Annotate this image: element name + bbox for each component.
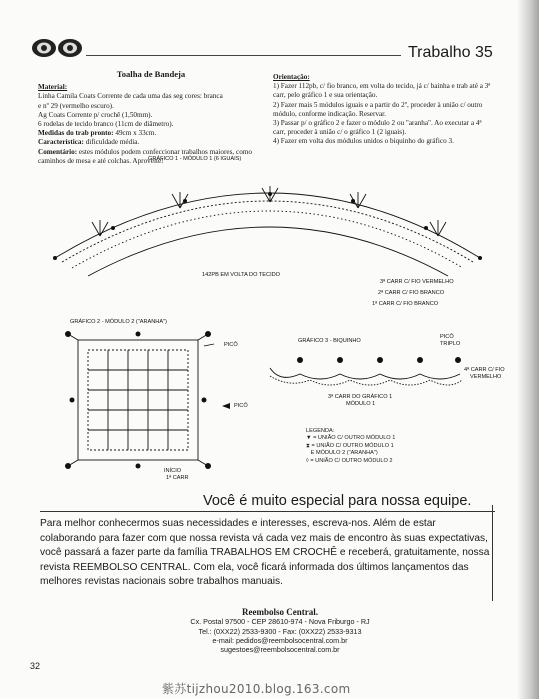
grafico3-vermelho-label: VERMELHO — [470, 374, 502, 380]
grafico1-row2-label: 2ª CARR C/ FIO BRANCO — [378, 290, 445, 296]
hollow-marker-icon: ◊ — [306, 457, 309, 464]
promo-body: Para melhor conhecermos suas necessidades e interesses, escreva-nos. Além de estar colaborando para fazer com que nossa revista vá cada vez mais de encontro às suas expectativas, você passará a fazer parte da família TRABALHOS EM CROCHÊ e receberá, gratuitamente, nossa revista REEMBOLSO CENTRAL. Com ela, você ficará informada dos últimos lançamentos das melhores revistas nacionais sobre trabalhos manuais. — [40, 518, 490, 587]
grafico2-pico-label: PICÔ — [234, 403, 248, 409]
grafico2-pico-label: PICÔ — [224, 342, 238, 348]
legend-item: ▼ = UNIÃO C/ OUTRO MÓDULO 1 — [306, 435, 396, 442]
crochet-chart-drawing — [0, 148, 539, 478]
legend-item: ⧗ = UNIÃO C/ OUTRO MÓDULO 1 — [306, 442, 394, 449]
address-line: Cx. Postal 97500 - CEP 28610-974 - Nova Friburgo - RJ — [190, 617, 370, 627]
legend-item: E MÓDULO 2 ("ARANHA") — [310, 450, 378, 457]
grafico1-center-label: 142PB EM VOLTA DO TECIDO — [202, 272, 281, 278]
material-line: Linha Camila Coats Corrente de cada uma das seg cores: branca — [38, 92, 223, 101]
crochet-diagrams — [0, 148, 539, 478]
page-title: Trabalho 35 — [408, 44, 493, 61]
phone-line: Tel.: (0XX22) 2533-9300 - Fax: (0XX22) 2533-9313 — [198, 626, 362, 636]
promo-headline: Você é muito especial para nossa equipe. — [203, 493, 472, 509]
legend-title: LEGENDA: — [306, 428, 335, 434]
grafico1-title: GRÁFICO 1 - MÓDULO 1 (6 IGUAIS) — [148, 156, 242, 162]
grafico2-title: GRÁFICO 2 - MÓDULO 2 ("ARANHA") — [70, 319, 167, 325]
grafico2-inicio-label: INÍCIO — [164, 468, 182, 474]
brand-name: Reembolso Central. — [242, 607, 318, 617]
medidas-line: Medidas do trab pronto: 49cm x 33cm. — [38, 129, 157, 138]
orientacao-heading: Orientação: — [273, 73, 310, 81]
comentario-line: Comentário: estes módulos podem confeccionar trabalhos maiores, como caminhos de mesa e até colchas. Aproveite! — [38, 147, 252, 165]
watermark: 紫苏tijzhou2010.blog.163.com — [162, 682, 351, 696]
grafico3-pico-label: PICÔ — [440, 334, 454, 340]
email-line: sugestoes@reembolsocentral.com.br — [220, 645, 340, 655]
grafico3-triplo-label: TRIPLO — [440, 341, 461, 347]
material-line: e nº 29 (vermelho escuro). — [38, 101, 114, 110]
page-number: 32 — [30, 661, 41, 671]
caracteristica-line: Característica: dificuldade média. — [38, 138, 140, 147]
grafico3-title: GRÁFICO 3 - BIQUINHO — [298, 338, 361, 344]
material-line: Ag Coats Corrente p/ crochê (1,50mm). — [38, 110, 153, 119]
contact-block — [140, 608, 420, 654]
material-line: 6 rodelas de tecido branco (11cm de diâmetro). — [38, 120, 174, 129]
legend-item: ◊ = UNIÃO C/ OUTRO MÓDULO 2 — [306, 457, 393, 464]
triangle-down-icon: ▼ — [306, 435, 312, 442]
promo-rule — [40, 511, 495, 512]
step-item: 4) Fazer em volta dos módulos unidos o biquinho do gráfico 3. — [273, 137, 454, 146]
material-heading: Material: — [38, 83, 68, 92]
step-item: 1) Fazer 112pb, c/ fio branco, em volta do tecido, já c/ bainha e trab até a 3ª carr, pelo gráfico 1 e sua orientação. — [273, 82, 491, 100]
grafico1-row1-label: 1ª CARR C/ FIO BRANCO — [372, 301, 439, 307]
bow-marker-icon: ⧗ — [306, 442, 310, 449]
orientacao-column — [273, 73, 493, 147]
email-line: e-mail: pedidos@reembolsocentral.com.br — [212, 635, 348, 645]
grafico1-row3-label: 3ª CARR C/ FIO VERMELHO — [380, 279, 454, 285]
grafico3-carr4-label: 4ª CARR C/ FIO — [464, 367, 505, 373]
project-title: Toalha de Bandeja — [116, 69, 186, 79]
grafico3-carr3-label: 3ª CARR DO GRÁFICO 1 — [328, 394, 393, 400]
orientacao-steps — [273, 82, 493, 146]
grafico2-carr-label: 1ª CARR — [166, 475, 189, 481]
legend — [306, 428, 395, 465]
step-item: 3) Passar p/ o gráfico 2 e fazer o módulo 2 ou "aranha". Ao executar a 4ª carr, proceder à união c/ o gráfico 1 (2 iguais). — [273, 119, 482, 137]
eyes-logo-icon — [31, 37, 83, 59]
header-rule — [86, 55, 401, 56]
step-item: 2) Fazer mais 5 módulos iguais e a partir do 2º, proceder à união c/ outro módulo, conforme indicação. Reservar. — [273, 100, 483, 118]
promo-vertical-rule — [492, 505, 493, 601]
grafico3-modulo-label: MÓDULO 1 — [346, 401, 376, 407]
